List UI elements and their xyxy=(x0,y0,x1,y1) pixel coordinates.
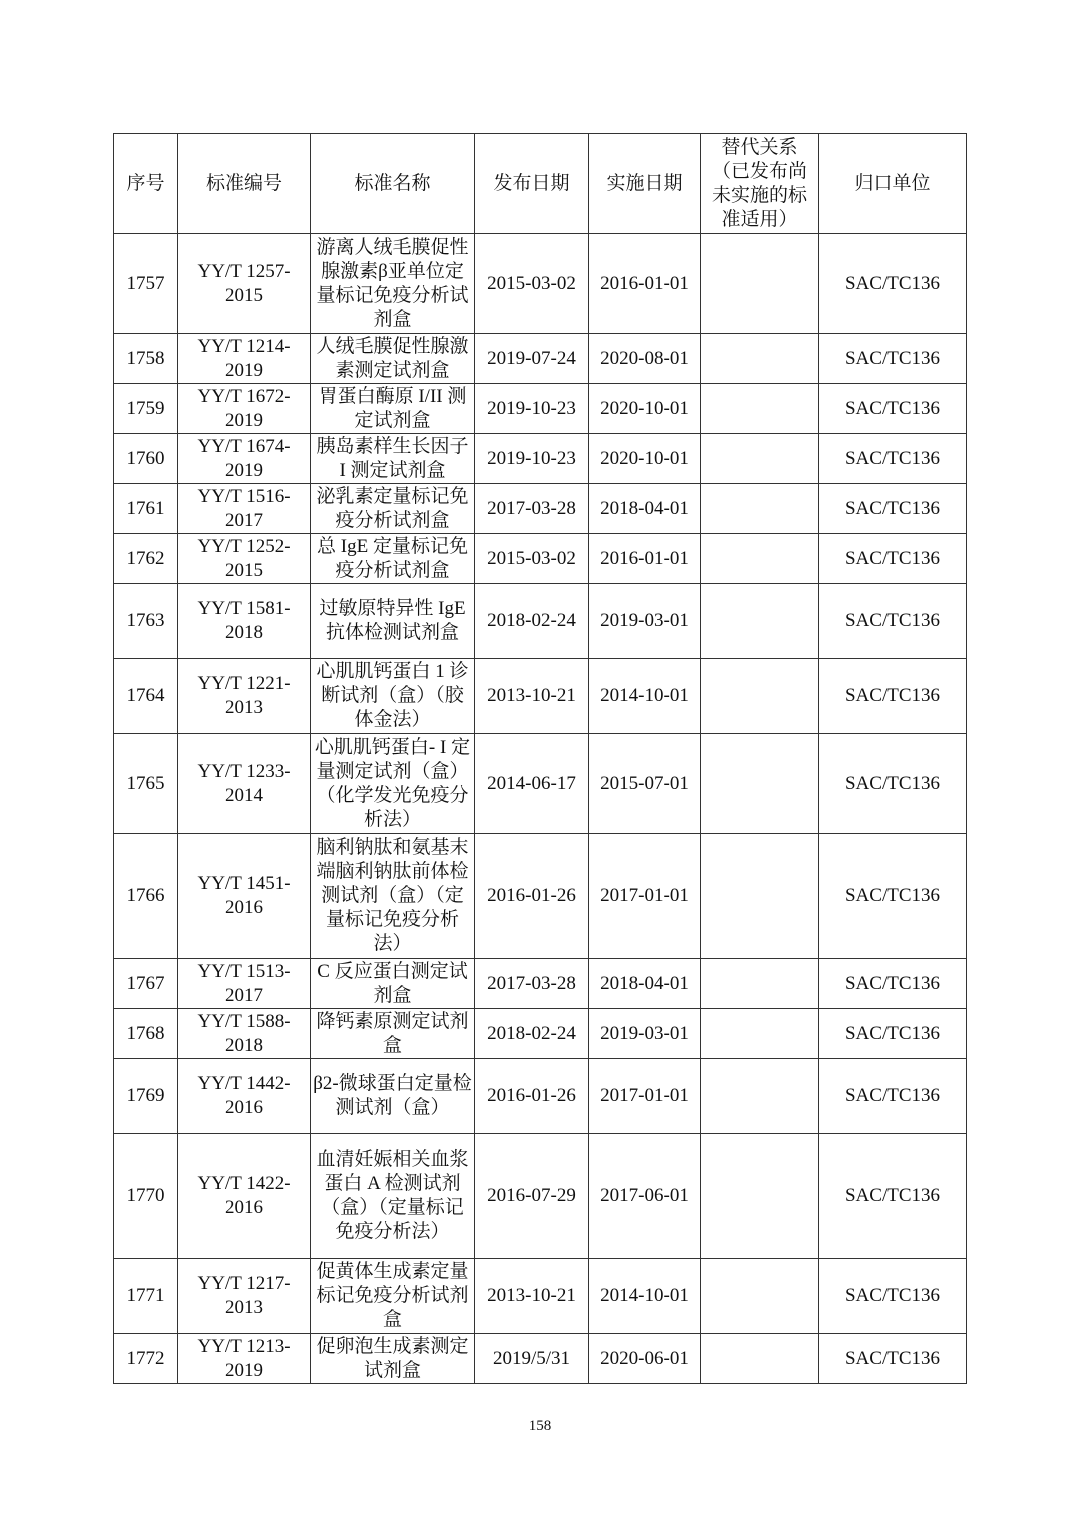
header-publish-date: 发布日期 xyxy=(475,134,589,234)
cell-unit: SAC/TC136 xyxy=(819,1134,967,1259)
cell-code: YY/T 1672-2019 xyxy=(178,384,311,434)
cell-code: YY/T 1674-2019 xyxy=(178,434,311,484)
cell-name: C 反应蛋白测定试剂盒 xyxy=(311,959,475,1009)
cell-seq: 1770 xyxy=(114,1134,178,1259)
cell-unit: SAC/TC136 xyxy=(819,434,967,484)
cell-code: YY/T 1213-2019 xyxy=(178,1334,311,1384)
cell-replacement xyxy=(701,834,819,959)
cell-replacement xyxy=(701,384,819,434)
cell-replacement xyxy=(701,734,819,834)
cell-publish-date: 2019-10-23 xyxy=(475,384,589,434)
cell-effective-date: 2017-01-01 xyxy=(589,1059,701,1134)
header-name: 标准名称 xyxy=(311,134,475,234)
page-number: 158 xyxy=(528,1418,552,1434)
cell-seq: 1758 xyxy=(114,334,178,384)
cell-name: 脑利钠肽和氨基末端脑利钠肽前体检测试剂（盒）（定量标记免疫分析法） xyxy=(311,834,475,959)
cell-unit: SAC/TC136 xyxy=(819,834,967,959)
cell-code: YY/T 1257-2015 xyxy=(178,234,311,334)
cell-effective-date: 2015-07-01 xyxy=(589,734,701,834)
table-row xyxy=(114,1009,967,1059)
cell-unit: SAC/TC136 xyxy=(819,1334,967,1384)
cell-name: 促卵泡生成素测定试剂盒 xyxy=(311,1334,475,1384)
cell-code: YY/T 1451-2016 xyxy=(178,834,311,959)
table-row xyxy=(114,734,967,834)
cell-code: YY/T 1442-2016 xyxy=(178,1059,311,1134)
standards-table xyxy=(113,133,967,1384)
cell-unit: SAC/TC136 xyxy=(819,234,967,334)
table-row xyxy=(114,384,967,434)
cell-publish-date: 2019/5/31 xyxy=(475,1334,589,1384)
cell-seq: 1766 xyxy=(114,834,178,959)
cell-name: 心肌肌钙蛋白 1 诊断试剂（盒）（胶体金法） xyxy=(311,659,475,734)
cell-seq: 1765 xyxy=(114,734,178,834)
cell-publish-date: 2014-06-17 xyxy=(475,734,589,834)
cell-seq: 1760 xyxy=(114,434,178,484)
table-row xyxy=(114,434,967,484)
cell-effective-date: 2019-03-01 xyxy=(589,1009,701,1059)
cell-effective-date: 2020-06-01 xyxy=(589,1334,701,1384)
table-row xyxy=(114,484,967,534)
cell-seq: 1772 xyxy=(114,1334,178,1384)
cell-name: 人绒毛膜促性腺激素测定试剂盒 xyxy=(311,334,475,384)
cell-publish-date: 2015-03-02 xyxy=(475,234,589,334)
cell-replacement xyxy=(701,659,819,734)
cell-seq: 1771 xyxy=(114,1259,178,1334)
cell-effective-date: 2017-01-01 xyxy=(589,834,701,959)
cell-name: 总 IgE 定量标记免疫分析试剂盒 xyxy=(311,534,475,584)
cell-publish-date: 2016-01-26 xyxy=(475,834,589,959)
header-seq: 序号 xyxy=(114,134,178,234)
cell-replacement xyxy=(701,959,819,1009)
cell-code: YY/T 1422-2016 xyxy=(178,1134,311,1259)
cell-replacement xyxy=(701,1334,819,1384)
cell-name: 心肌肌钙蛋白- I 定量测定试剂（盒）（化学发光免疫分析法） xyxy=(311,734,475,834)
cell-effective-date: 2014-10-01 xyxy=(589,1259,701,1334)
table-row xyxy=(114,1334,967,1384)
cell-unit: SAC/TC136 xyxy=(819,334,967,384)
cell-replacement xyxy=(701,334,819,384)
cell-unit: SAC/TC136 xyxy=(819,534,967,584)
table-row xyxy=(114,959,967,1009)
cell-seq: 1759 xyxy=(114,384,178,434)
cell-publish-date: 2018-02-24 xyxy=(475,584,589,659)
cell-replacement xyxy=(701,484,819,534)
cell-effective-date: 2014-10-01 xyxy=(589,659,701,734)
cell-seq: 1757 xyxy=(114,234,178,334)
table-row xyxy=(114,584,967,659)
cell-replacement xyxy=(701,1134,819,1259)
cell-name: 血清妊娠相关血浆蛋白 A 检测试剂（盒）（定量标记免疫分析法） xyxy=(311,1134,475,1259)
cell-seq: 1767 xyxy=(114,959,178,1009)
cell-effective-date: 2016-01-01 xyxy=(589,234,701,334)
cell-name: β2-微球蛋白定量检测试剂（盒） xyxy=(311,1059,475,1134)
cell-effective-date: 2020-08-01 xyxy=(589,334,701,384)
cell-effective-date: 2019-03-01 xyxy=(589,584,701,659)
cell-unit: SAC/TC136 xyxy=(819,384,967,434)
cell-code: YY/T 1581-2018 xyxy=(178,584,311,659)
table-row xyxy=(114,234,967,334)
cell-publish-date: 2013-10-21 xyxy=(475,659,589,734)
cell-code: YY/T 1221-2013 xyxy=(178,659,311,734)
header-effective-date: 实施日期 xyxy=(589,134,701,234)
cell-code: YY/T 1252-2015 xyxy=(178,534,311,584)
cell-code: YY/T 1233-2014 xyxy=(178,734,311,834)
cell-publish-date: 2018-02-24 xyxy=(475,1009,589,1059)
table-row xyxy=(114,534,967,584)
cell-replacement xyxy=(701,234,819,334)
cell-publish-date: 2013-10-21 xyxy=(475,1259,589,1334)
cell-code: YY/T 1214-2019 xyxy=(178,334,311,384)
header-unit: 归口单位 xyxy=(819,134,967,234)
cell-code: YY/T 1516-2017 xyxy=(178,484,311,534)
cell-unit: SAC/TC136 xyxy=(819,959,967,1009)
cell-seq: 1762 xyxy=(114,534,178,584)
table-row xyxy=(114,1059,967,1134)
cell-name: 游离人绒毛膜促性腺激素β亚单位定量标记免疫分析试剂盒 xyxy=(311,234,475,334)
cell-publish-date: 2016-07-29 xyxy=(475,1134,589,1259)
cell-publish-date: 2017-03-28 xyxy=(475,484,589,534)
cell-replacement xyxy=(701,1259,819,1334)
cell-name: 过敏原特异性 IgE 抗体检测试剂盒 xyxy=(311,584,475,659)
header-replacement: 替代关系（已发布尚未实施的标准适用） xyxy=(701,134,819,234)
cell-replacement xyxy=(701,534,819,584)
header-code: 标准编号 xyxy=(178,134,311,234)
cell-seq: 1763 xyxy=(114,584,178,659)
cell-replacement xyxy=(701,1009,819,1059)
table-row xyxy=(114,334,967,384)
cell-effective-date: 2017-06-01 xyxy=(589,1134,701,1259)
cell-seq: 1764 xyxy=(114,659,178,734)
cell-effective-date: 2020-10-01 xyxy=(589,434,701,484)
cell-seq: 1769 xyxy=(114,1059,178,1134)
cell-replacement xyxy=(701,1059,819,1134)
cell-seq: 1761 xyxy=(114,484,178,534)
cell-unit: SAC/TC136 xyxy=(819,484,967,534)
table-row xyxy=(114,834,967,959)
cell-publish-date: 2019-07-24 xyxy=(475,334,589,384)
cell-code: YY/T 1513-2017 xyxy=(178,959,311,1009)
table-row xyxy=(114,1134,967,1259)
cell-name: 降钙素原测定试剂盒 xyxy=(311,1009,475,1059)
cell-effective-date: 2018-04-01 xyxy=(589,959,701,1009)
cell-unit: SAC/TC136 xyxy=(819,659,967,734)
cell-unit: SAC/TC136 xyxy=(819,584,967,659)
cell-name: 胰岛素样生长因子 I 测定试剂盒 xyxy=(311,434,475,484)
cell-unit: SAC/TC136 xyxy=(819,1059,967,1134)
cell-seq: 1768 xyxy=(114,1009,178,1059)
cell-publish-date: 2016-01-26 xyxy=(475,1059,589,1134)
cell-effective-date: 2018-04-01 xyxy=(589,484,701,534)
cell-effective-date: 2016-01-01 xyxy=(589,534,701,584)
cell-replacement xyxy=(701,584,819,659)
cell-unit: SAC/TC136 xyxy=(819,1009,967,1059)
cell-name: 胃蛋白酶原 I/II 测定试剂盒 xyxy=(311,384,475,434)
cell-publish-date: 2015-03-02 xyxy=(475,534,589,584)
cell-unit: SAC/TC136 xyxy=(819,734,967,834)
cell-unit: SAC/TC136 xyxy=(819,1259,967,1334)
cell-name: 泌乳素定量标记免疫分析试剂盒 xyxy=(311,484,475,534)
cell-replacement xyxy=(701,434,819,484)
cell-effective-date: 2020-10-01 xyxy=(589,384,701,434)
header-row xyxy=(114,134,967,234)
table-row xyxy=(114,659,967,734)
cell-publish-date: 2017-03-28 xyxy=(475,959,589,1009)
table-row xyxy=(114,1259,967,1334)
cell-code: YY/T 1588-2018 xyxy=(178,1009,311,1059)
cell-publish-date: 2019-10-23 xyxy=(475,434,589,484)
cell-name: 促黄体生成素定量标记免疫分析试剂盒 xyxy=(311,1259,475,1334)
cell-code: YY/T 1217-2013 xyxy=(178,1259,311,1334)
